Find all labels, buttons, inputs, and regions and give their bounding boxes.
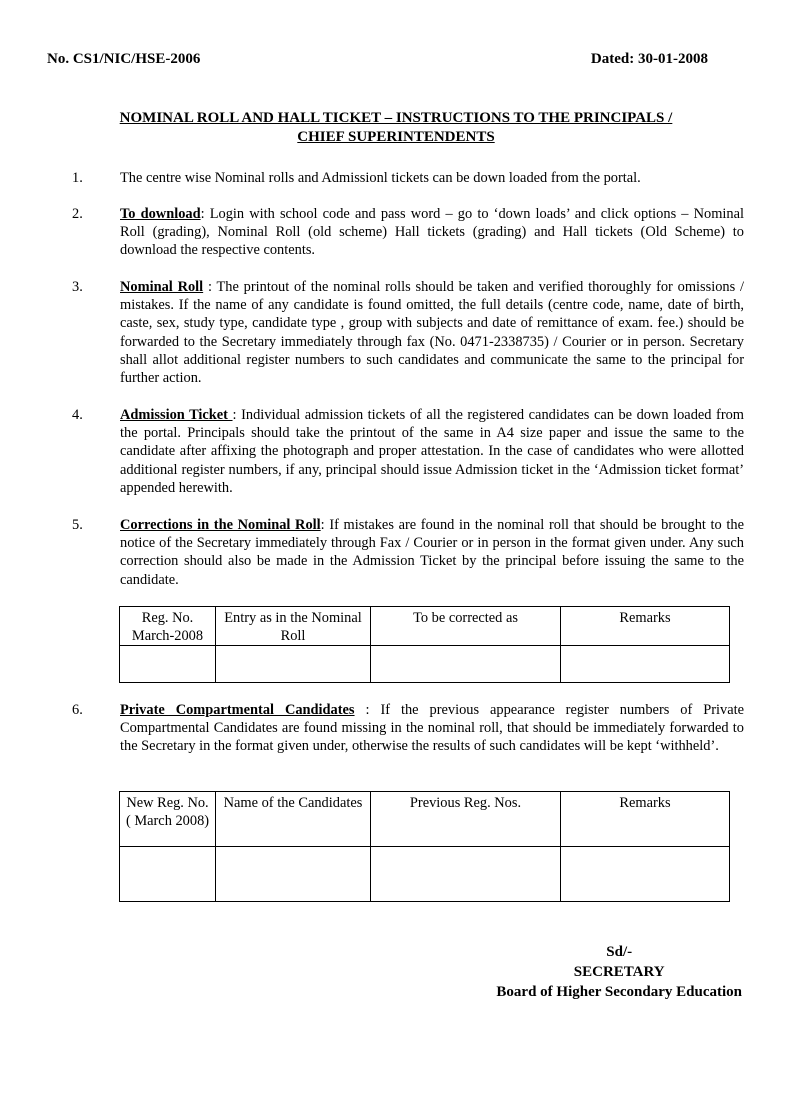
item-number: 1. xyxy=(72,170,83,186)
item-keyword: To download xyxy=(120,206,201,222)
table-header-row xyxy=(120,792,730,847)
table-cell xyxy=(561,847,730,902)
item-number: 3. xyxy=(72,279,83,295)
column-header: Name of the Candidates xyxy=(216,792,371,847)
column-header: Remarks xyxy=(561,607,730,646)
column-header: Remarks xyxy=(561,792,730,847)
table-cell xyxy=(216,847,371,902)
column-header: To be corrected as xyxy=(371,607,561,646)
item-keyword: Nominal Roll xyxy=(120,279,204,295)
item-number: 2. xyxy=(72,206,83,222)
column-header: Reg. No. March-2008 xyxy=(120,607,216,646)
item-keyword: Private Compartmental Candidates xyxy=(120,702,355,718)
item-text: : Login with school code and pass word – go to ‘down loads’ and click options – Nominal Roll (grading), Nominal Roll (old scheme) Hall tickets (grading) and Hall tickets (Old Scheme) to download the respective contents. xyxy=(120,206,744,259)
table-cell xyxy=(561,646,730,683)
corrections-table xyxy=(119,606,730,683)
column-header: Entry as in the Nominal Roll xyxy=(216,607,371,646)
reference-number: No. CS1/NIC/HSE-2006 xyxy=(47,51,201,67)
item-text: : If the previous appearance register numbers of Private Compartmental Candidates are found missing in the nominal roll, that should be immediately forwarded to the Secretary in the format given under, otherwise the results of such candidates will be kept ‘withheld’. xyxy=(120,702,744,755)
instruction-item-2 xyxy=(72,205,744,260)
title-line-1: NOMINAL ROLL AND HALL TICKET – INSTRUCTIONS TO THE PRINCIPALS / xyxy=(119,110,673,126)
document-date: Dated: 30-01-2008 xyxy=(590,51,708,67)
table-cell xyxy=(371,847,561,902)
instruction-item-6 xyxy=(72,701,744,756)
instruction-item-1 xyxy=(72,169,744,187)
table-cell xyxy=(120,847,216,902)
instruction-item-3 xyxy=(72,278,744,387)
table-blank-row xyxy=(120,847,730,902)
item-number: 4. xyxy=(72,407,83,423)
signature-block xyxy=(496,942,742,1002)
signatory-designation: SECRETARY xyxy=(573,964,665,980)
column-header: New Reg. No.( March 2008) xyxy=(120,792,216,847)
table-header-row xyxy=(120,607,730,646)
instruction-item-4 xyxy=(72,406,744,497)
item-keyword: Corrections in the Nominal Roll xyxy=(120,517,321,533)
item-number: 6. xyxy=(72,702,83,718)
title-line-2: CHIEF SUPERINTENDENTS xyxy=(297,129,495,145)
column-header: Previous Reg. Nos. xyxy=(371,792,561,847)
instruction-item-5 xyxy=(72,516,744,589)
item-text: : The printout of the nominal rolls should be taken and verified thoroughly for omissions / mistakes. If the name of any candidate is found omitted, the full details (centre code, name, date of birth, caste, sex, study type, candidate type , group with subjects and date of remittance of exam. fee.) should be forwarded to the Secretary immediately through fax (No. 0471-2338735) / Courier or in person. Secretary shall allot additional register numbers to such candidates and communicate the same to the principal for further action. xyxy=(120,279,745,387)
signature-sd: Sd/- xyxy=(606,944,633,960)
signatory-organisation: Board of Higher Secondary Education xyxy=(496,984,742,1000)
item-text: : Individual admission tickets of all the registered candidates can be down loaded from the portal. Principals should take the printout of the same in A4 size paper and issue the same to the candidate after affixing the photograph and proper attestation. In the case of candidates who were allotted additional register numbers, if any, principal should issue Admission ticket in the ‘Admission ticket format’ appended herewith. xyxy=(120,407,744,496)
page-title xyxy=(60,109,732,147)
item-number: 5. xyxy=(72,517,83,533)
private-candidates-table xyxy=(119,791,730,902)
item-text: : If mistakes are found in the nominal roll that should be brought to the notice of the Secretary immediately through Fax / Courier or in person in the format given under. Any such correction should also be made in the Admission Ticket by the principal before issuing the same to the candidate. xyxy=(120,517,744,588)
table-cell xyxy=(120,646,216,683)
table-cell xyxy=(371,646,561,683)
item-keyword: Admission Ticket xyxy=(120,407,233,423)
table-cell xyxy=(216,646,371,683)
table-blank-row xyxy=(120,646,730,683)
item-text: The centre wise Nominal rolls and Admissionl tickets can be down loaded from the portal. xyxy=(120,170,641,186)
